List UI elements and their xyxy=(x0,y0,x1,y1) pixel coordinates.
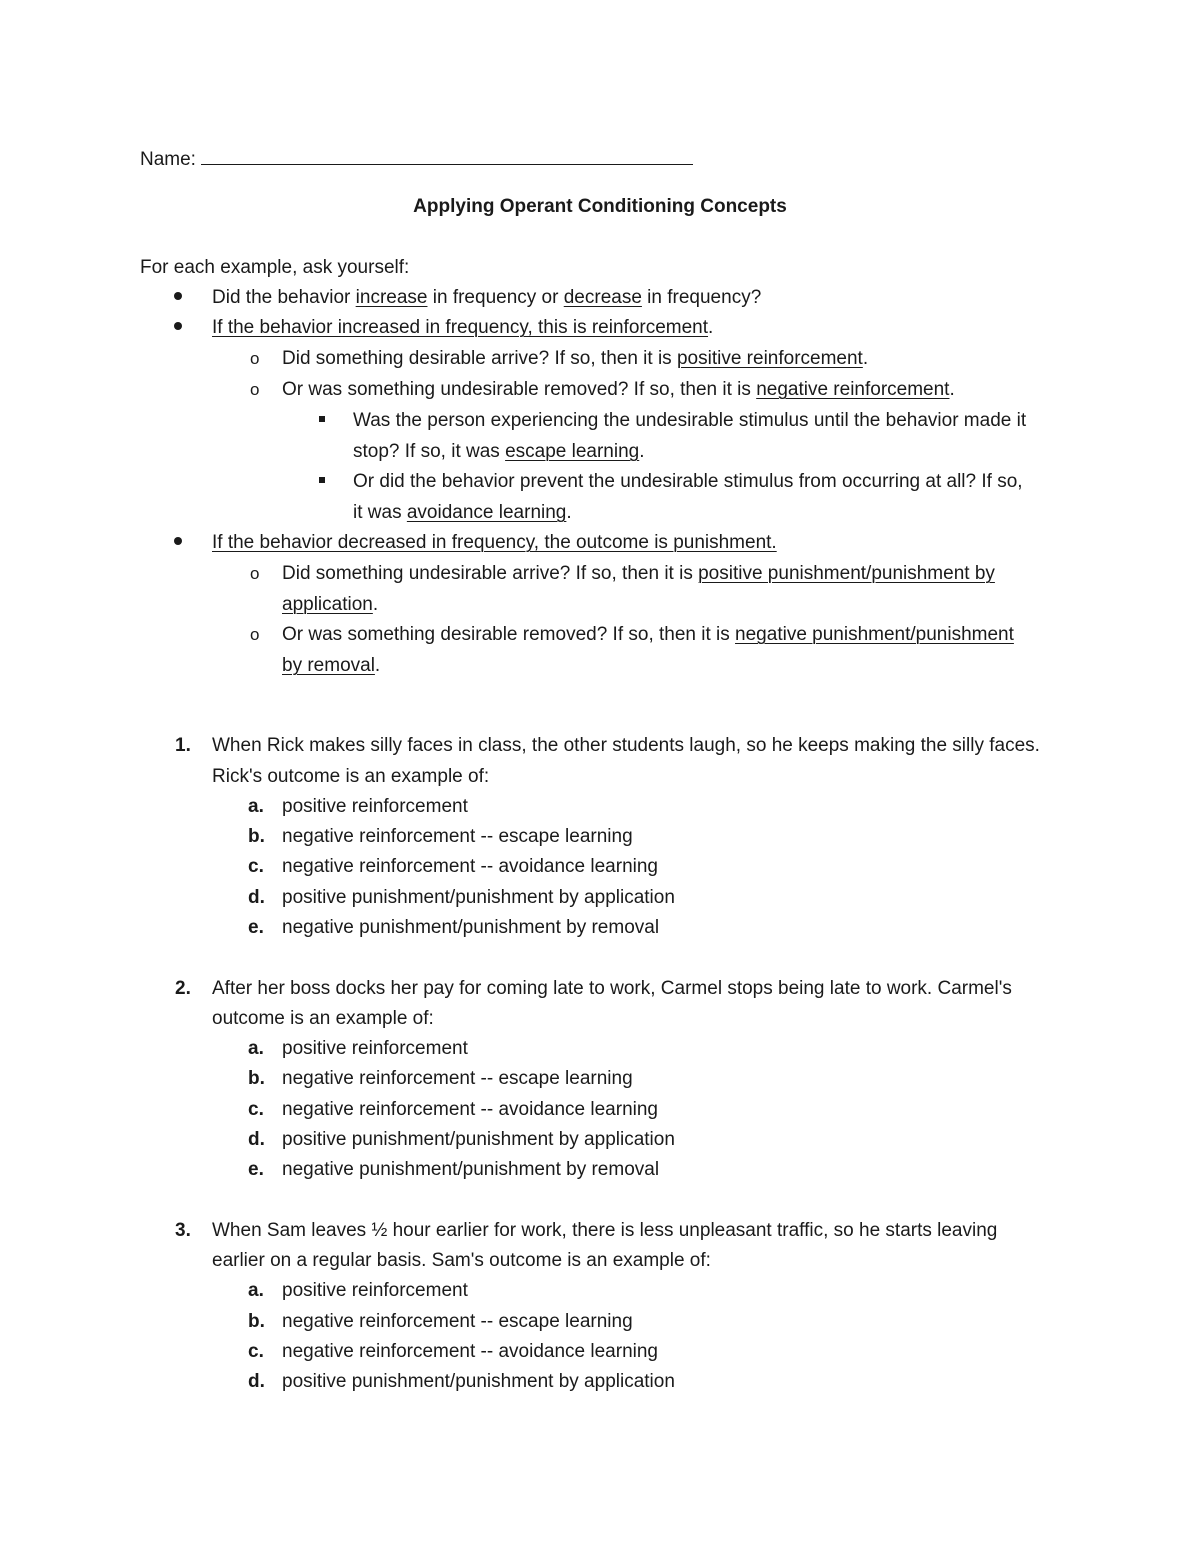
question-number: 3. xyxy=(175,1220,191,1241)
underlined-text: escape learning xyxy=(505,441,640,462)
question-2-option-d[interactable]: positive punishment/punishment by application xyxy=(282,1129,675,1150)
question-2-option-b[interactable]: negative reinforcement -- escape learning xyxy=(282,1068,633,1089)
underlined-text: positive punishment/punishment by xyxy=(698,563,995,584)
option-letter: d. xyxy=(248,887,265,908)
intro-prompt: For each example, ask yourself: xyxy=(140,257,410,278)
intro-bullet-3a-line1 xyxy=(282,562,995,586)
intro-bullet-3a-line2 xyxy=(282,593,378,617)
bullet-o-icon: o xyxy=(250,564,260,583)
underlined-text: increase xyxy=(355,287,428,308)
underlined-text: application xyxy=(282,594,373,615)
option-letter: d. xyxy=(248,1129,265,1150)
text: Or was something undesirable removed? If so, then it is xyxy=(282,379,757,400)
question-1-option-a[interactable]: positive reinforcement xyxy=(282,796,468,817)
option-letter: e. xyxy=(248,1159,264,1180)
option-letter: e. xyxy=(248,917,264,938)
intro-bullet-2b2-line1: Or did the behavior prevent the undesirable stimulus from occurring at all? If so, xyxy=(353,471,1023,492)
intro-bullet-2b2-line2 xyxy=(353,501,572,525)
option-letter: a. xyxy=(248,1038,264,1059)
option-letter: c. xyxy=(248,1099,264,1120)
option-letter: d. xyxy=(248,1371,265,1392)
question-3-text-line1: When Sam leaves ½ hour earlier for work, there is less unpleasant traffic, so he starts leaving xyxy=(212,1220,998,1241)
question-number: 2. xyxy=(175,978,191,999)
option-letter: b. xyxy=(248,826,265,847)
option-letter: b. xyxy=(248,1311,265,1332)
text: . xyxy=(372,594,379,615)
question-2-text-line1: After her boss docks her pay for coming late to work, Carmel stops being late to work. Carmel's xyxy=(212,978,1012,999)
intro-bullet-2 xyxy=(212,316,713,340)
text: in frequency or xyxy=(427,287,564,308)
question-3-option-b[interactable]: negative reinforcement -- escape learning xyxy=(282,1311,633,1332)
question-2-option-e[interactable]: negative punishment/punishment by removal xyxy=(282,1159,660,1180)
text: . xyxy=(566,502,572,523)
option-letter: a. xyxy=(248,1280,264,1301)
text: Did something desirable arrive? If so, then it is xyxy=(282,348,677,369)
question-number: 1. xyxy=(175,735,191,756)
intro-bullet-3 xyxy=(212,531,777,555)
underlined-text: positive reinforcement xyxy=(676,348,863,369)
text: . xyxy=(862,348,869,369)
bullet-o-icon: o xyxy=(250,349,260,368)
question-2-option-a[interactable]: positive reinforcement xyxy=(282,1038,468,1059)
text: Did something undesirable arrive? If so, then it is xyxy=(282,563,699,584)
question-1-text-line1: When Rick makes silly faces in class, the other students laugh, so he keeps making the silly faces. xyxy=(212,735,1040,756)
underlined-text: negative reinforcement xyxy=(756,379,950,400)
bullet-o-icon: o xyxy=(250,625,260,644)
intro-bullet-3b-line2 xyxy=(282,654,380,678)
page-title: Applying Operant Conditioning Concepts xyxy=(413,196,787,217)
question-3-option-d[interactable]: positive punishment/punishment by application xyxy=(282,1371,675,1392)
underlined-text: If the behavior increased in frequency, this is reinforcement xyxy=(212,317,709,338)
question-3-option-c[interactable]: negative reinforcement -- avoidance learning xyxy=(282,1341,658,1362)
underlined-text: by removal xyxy=(282,655,375,676)
text: . xyxy=(949,379,955,400)
bullet-square-icon xyxy=(319,477,325,483)
question-2-option-c[interactable]: negative reinforcement -- avoidance learning xyxy=(282,1099,658,1120)
bullet-dot-icon xyxy=(174,537,182,545)
bullet-dot-icon xyxy=(174,292,182,300)
intro-bullet-3b-line1 xyxy=(282,623,1014,647)
name-field xyxy=(140,146,693,170)
intro-bullet-2b xyxy=(282,378,955,402)
question-1-option-b[interactable]: negative reinforcement -- escape learning xyxy=(282,826,633,847)
underlined-text: decrease xyxy=(563,287,642,308)
question-1-option-c[interactable]: negative reinforcement -- avoidance learning xyxy=(282,856,658,877)
question-1-option-d[interactable]: positive punishment/punishment by application xyxy=(282,887,675,908)
question-3-option-a[interactable]: positive reinforcement xyxy=(282,1280,468,1301)
underlined-text: avoidance learning xyxy=(406,502,567,523)
option-letter: b. xyxy=(248,1068,265,1089)
intro-bullet-2b1-line1: Was the person experiencing the undesirable stimulus until the behavior made it xyxy=(353,410,1027,431)
intro-bullet-2b1-line2 xyxy=(353,440,645,464)
question-1-option-e[interactable]: negative punishment/punishment by removal xyxy=(282,917,660,938)
bullet-o-icon: o xyxy=(250,380,260,399)
name-label: Name: xyxy=(140,149,196,170)
option-letter: c. xyxy=(248,856,264,877)
intro-bullet-2a xyxy=(282,347,868,371)
text: . xyxy=(708,317,714,338)
option-letter: a. xyxy=(248,796,264,817)
question-1-text-line2: Rick's outcome is an example of: xyxy=(212,766,490,787)
underlined-text: If the behavior decreased in frequency, the outcome is punishment. xyxy=(212,532,777,553)
question-2-text-line2: outcome is an example of: xyxy=(212,1008,434,1029)
text: it was xyxy=(353,502,407,523)
name-blank-line[interactable] xyxy=(201,146,693,165)
bullet-square-icon xyxy=(319,416,325,422)
text: Did the behavior xyxy=(212,287,356,308)
text: . xyxy=(374,655,381,676)
text: . xyxy=(639,441,645,462)
underlined-text: negative punishment/punishment xyxy=(735,624,1014,645)
option-letter: c. xyxy=(248,1341,264,1362)
intro-bullet-1 xyxy=(212,286,761,310)
text: Or was something desirable removed? If so, then it is xyxy=(282,624,736,645)
text: in frequency? xyxy=(641,287,762,308)
text: stop? If so, it was xyxy=(353,441,506,462)
bullet-dot-icon xyxy=(174,322,182,330)
question-3-text-line2: earlier on a regular basis. Sam's outcome is an example of: xyxy=(212,1250,711,1271)
